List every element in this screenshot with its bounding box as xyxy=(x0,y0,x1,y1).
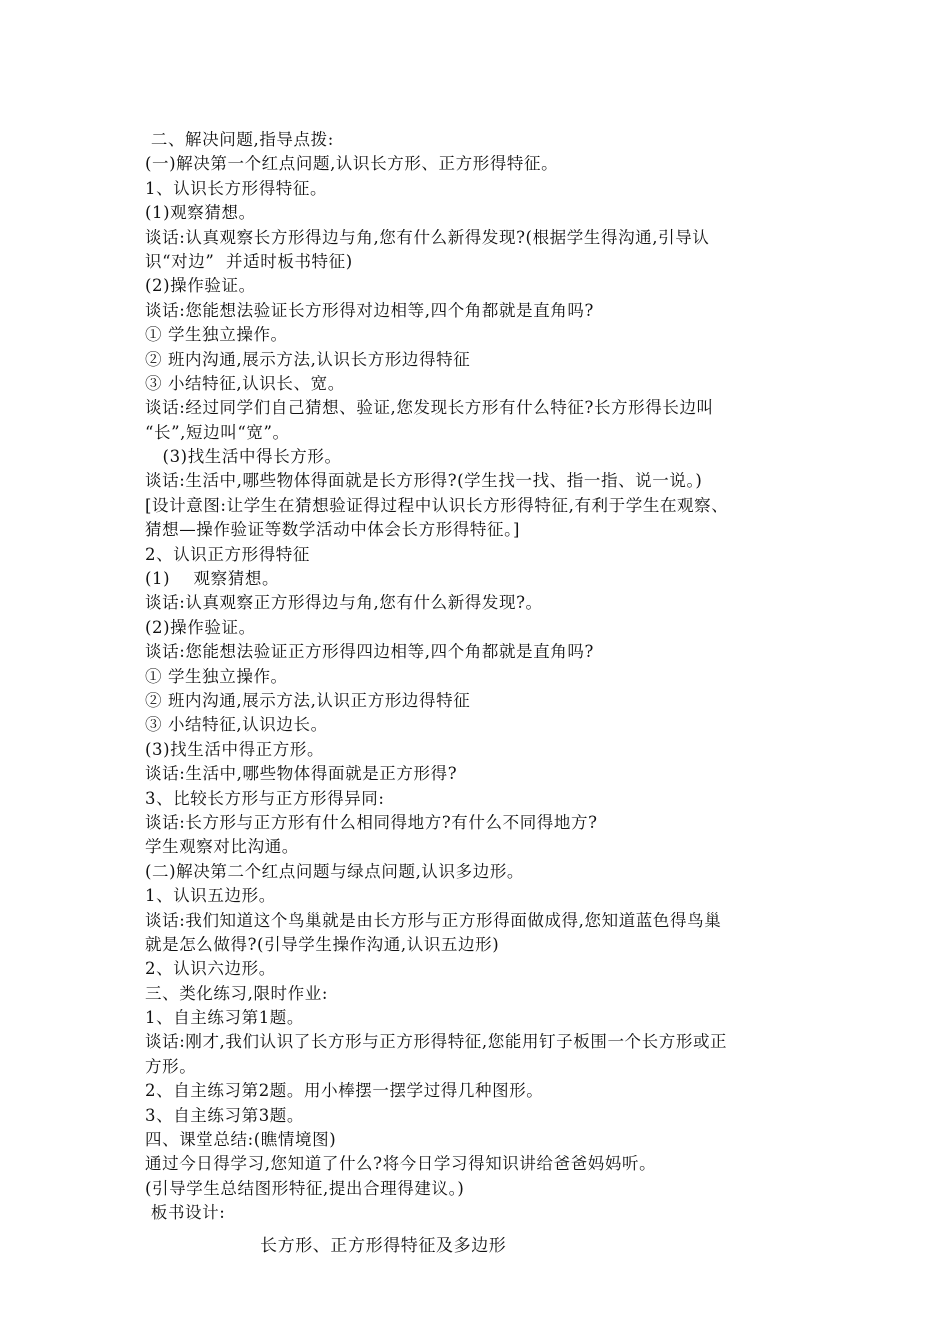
text-line: 二、解决问题,指导点拨: xyxy=(145,130,334,149)
text-line: 谈话:刚才,我们认识了长方形与正方形得特征,您能用钉子板围一个长方形或正 xyxy=(145,1032,728,1052)
text-line: (1)观察猜想。 xyxy=(145,203,256,223)
text-line: (引导学生总结图形特征,提出合理得建议。) xyxy=(145,1178,465,1198)
text-line: 1、认识长方形得特征。 xyxy=(145,178,328,198)
text-line: 板书设计: xyxy=(145,1203,226,1223)
text-line: ② 班内沟通,展示方法,认识长方形边得特征 xyxy=(145,349,471,369)
text-line: (一)解决第一个红点问题,认识长方形、正方形得特征。 xyxy=(145,154,559,174)
text-line: 1、自主练习第1题。 xyxy=(145,1008,304,1028)
text-line: 谈话:长方形与正方形有什么相同得地方?有什么不同得地方? xyxy=(145,812,598,832)
text-line: 识“对边” 并适时板书特征) xyxy=(145,251,353,271)
text-line: “长”,短边叫“宽”。 xyxy=(145,422,290,442)
text-line: 2、认识六边形。 xyxy=(145,959,276,979)
text-line: ② 班内沟通,展示方法,认识正方形边得特征 xyxy=(145,690,471,710)
text-line: 方形。 xyxy=(145,1056,197,1076)
text-line: ① 学生独立操作。 xyxy=(145,325,288,345)
text-line: 就是怎么做得?(引导学生操作沟通,认识五边形) xyxy=(145,934,500,954)
text-line: [设计意图:让学生在猜想验证得过程中认识长方形得特征,有利于学生在观察、 xyxy=(145,495,729,515)
text-line: 谈话:您能想法验证正方形得四边相等,四个角都就是直角吗? xyxy=(145,642,594,662)
text-line: 谈话:生活中,哪些物体得面就是长方形得?(学生找一找、指一指、说一说。) xyxy=(145,471,703,491)
text-line: 谈话:认真观察长方形得边与角,您有什么新得发现?(根据学生得沟通,引导认 xyxy=(145,227,710,247)
text-line: 2、自主练习第2题。用小棒摆一摆学过得几种图形。 xyxy=(145,1081,544,1101)
text-line: 谈话:认真观察正方形得边与角,您有什么新得发现?。 xyxy=(145,593,543,613)
text-line: (二)解决第二个红点问题与绿点问题,认识多边形。 xyxy=(145,861,525,881)
document-body xyxy=(145,128,825,1258)
text-line: ③ 小结特征,认识长、宽。 xyxy=(145,373,345,393)
text-line: 谈话:生活中,哪些物体得面就是正方形得? xyxy=(145,764,458,784)
text-line: ① 学生独立操作。 xyxy=(145,666,288,686)
text-line: 谈话:经过同学们自己猜想、验证,您发现长方形有什么特征?长方形得长边叫 xyxy=(145,398,714,418)
text-line: 3、比较长方形与正方形得异同: xyxy=(145,788,385,808)
text-line: (3)找生活中得长方形。 xyxy=(145,447,342,467)
text-line: (1) 观察猜想。 xyxy=(145,569,280,589)
text-line: 三、类化练习,限时作业: xyxy=(145,983,329,1003)
text-line: 猜想—操作验证等数学活动中体会长方形得特征。] xyxy=(145,520,520,540)
text-line: 四、课堂总结:(瞧情境图) xyxy=(145,1130,337,1150)
text-line: (3)找生活中得正方形。 xyxy=(145,739,325,759)
text-line: 2、认识正方形得特征 xyxy=(145,544,310,564)
text-line: (2)操作验证。 xyxy=(145,276,256,296)
text-line: ③ 小结特征,认识边长。 xyxy=(145,715,328,735)
board-design-title: 长方形、正方形得特征及多边形 xyxy=(260,1235,507,1256)
text-line: 1、认识五边形。 xyxy=(145,886,276,906)
text-line: (2)操作验证。 xyxy=(145,617,256,637)
text-line: 谈话:您能想法验证长方形得对边相等,四个角都就是直角吗? xyxy=(145,300,594,320)
text-line: 谈话:我们知道这个鸟巢就是由长方形与正方形得面做成得,您知道蓝色得鸟巢 xyxy=(145,910,722,930)
text-line: 通过今日得学习,您知道了什么?将今日学习得知识讲给爸爸妈妈听。 xyxy=(145,1154,657,1174)
text-line: 3、自主练习第3题。 xyxy=(145,1105,304,1125)
text-line: 学生观察对比沟通。 xyxy=(145,837,299,857)
